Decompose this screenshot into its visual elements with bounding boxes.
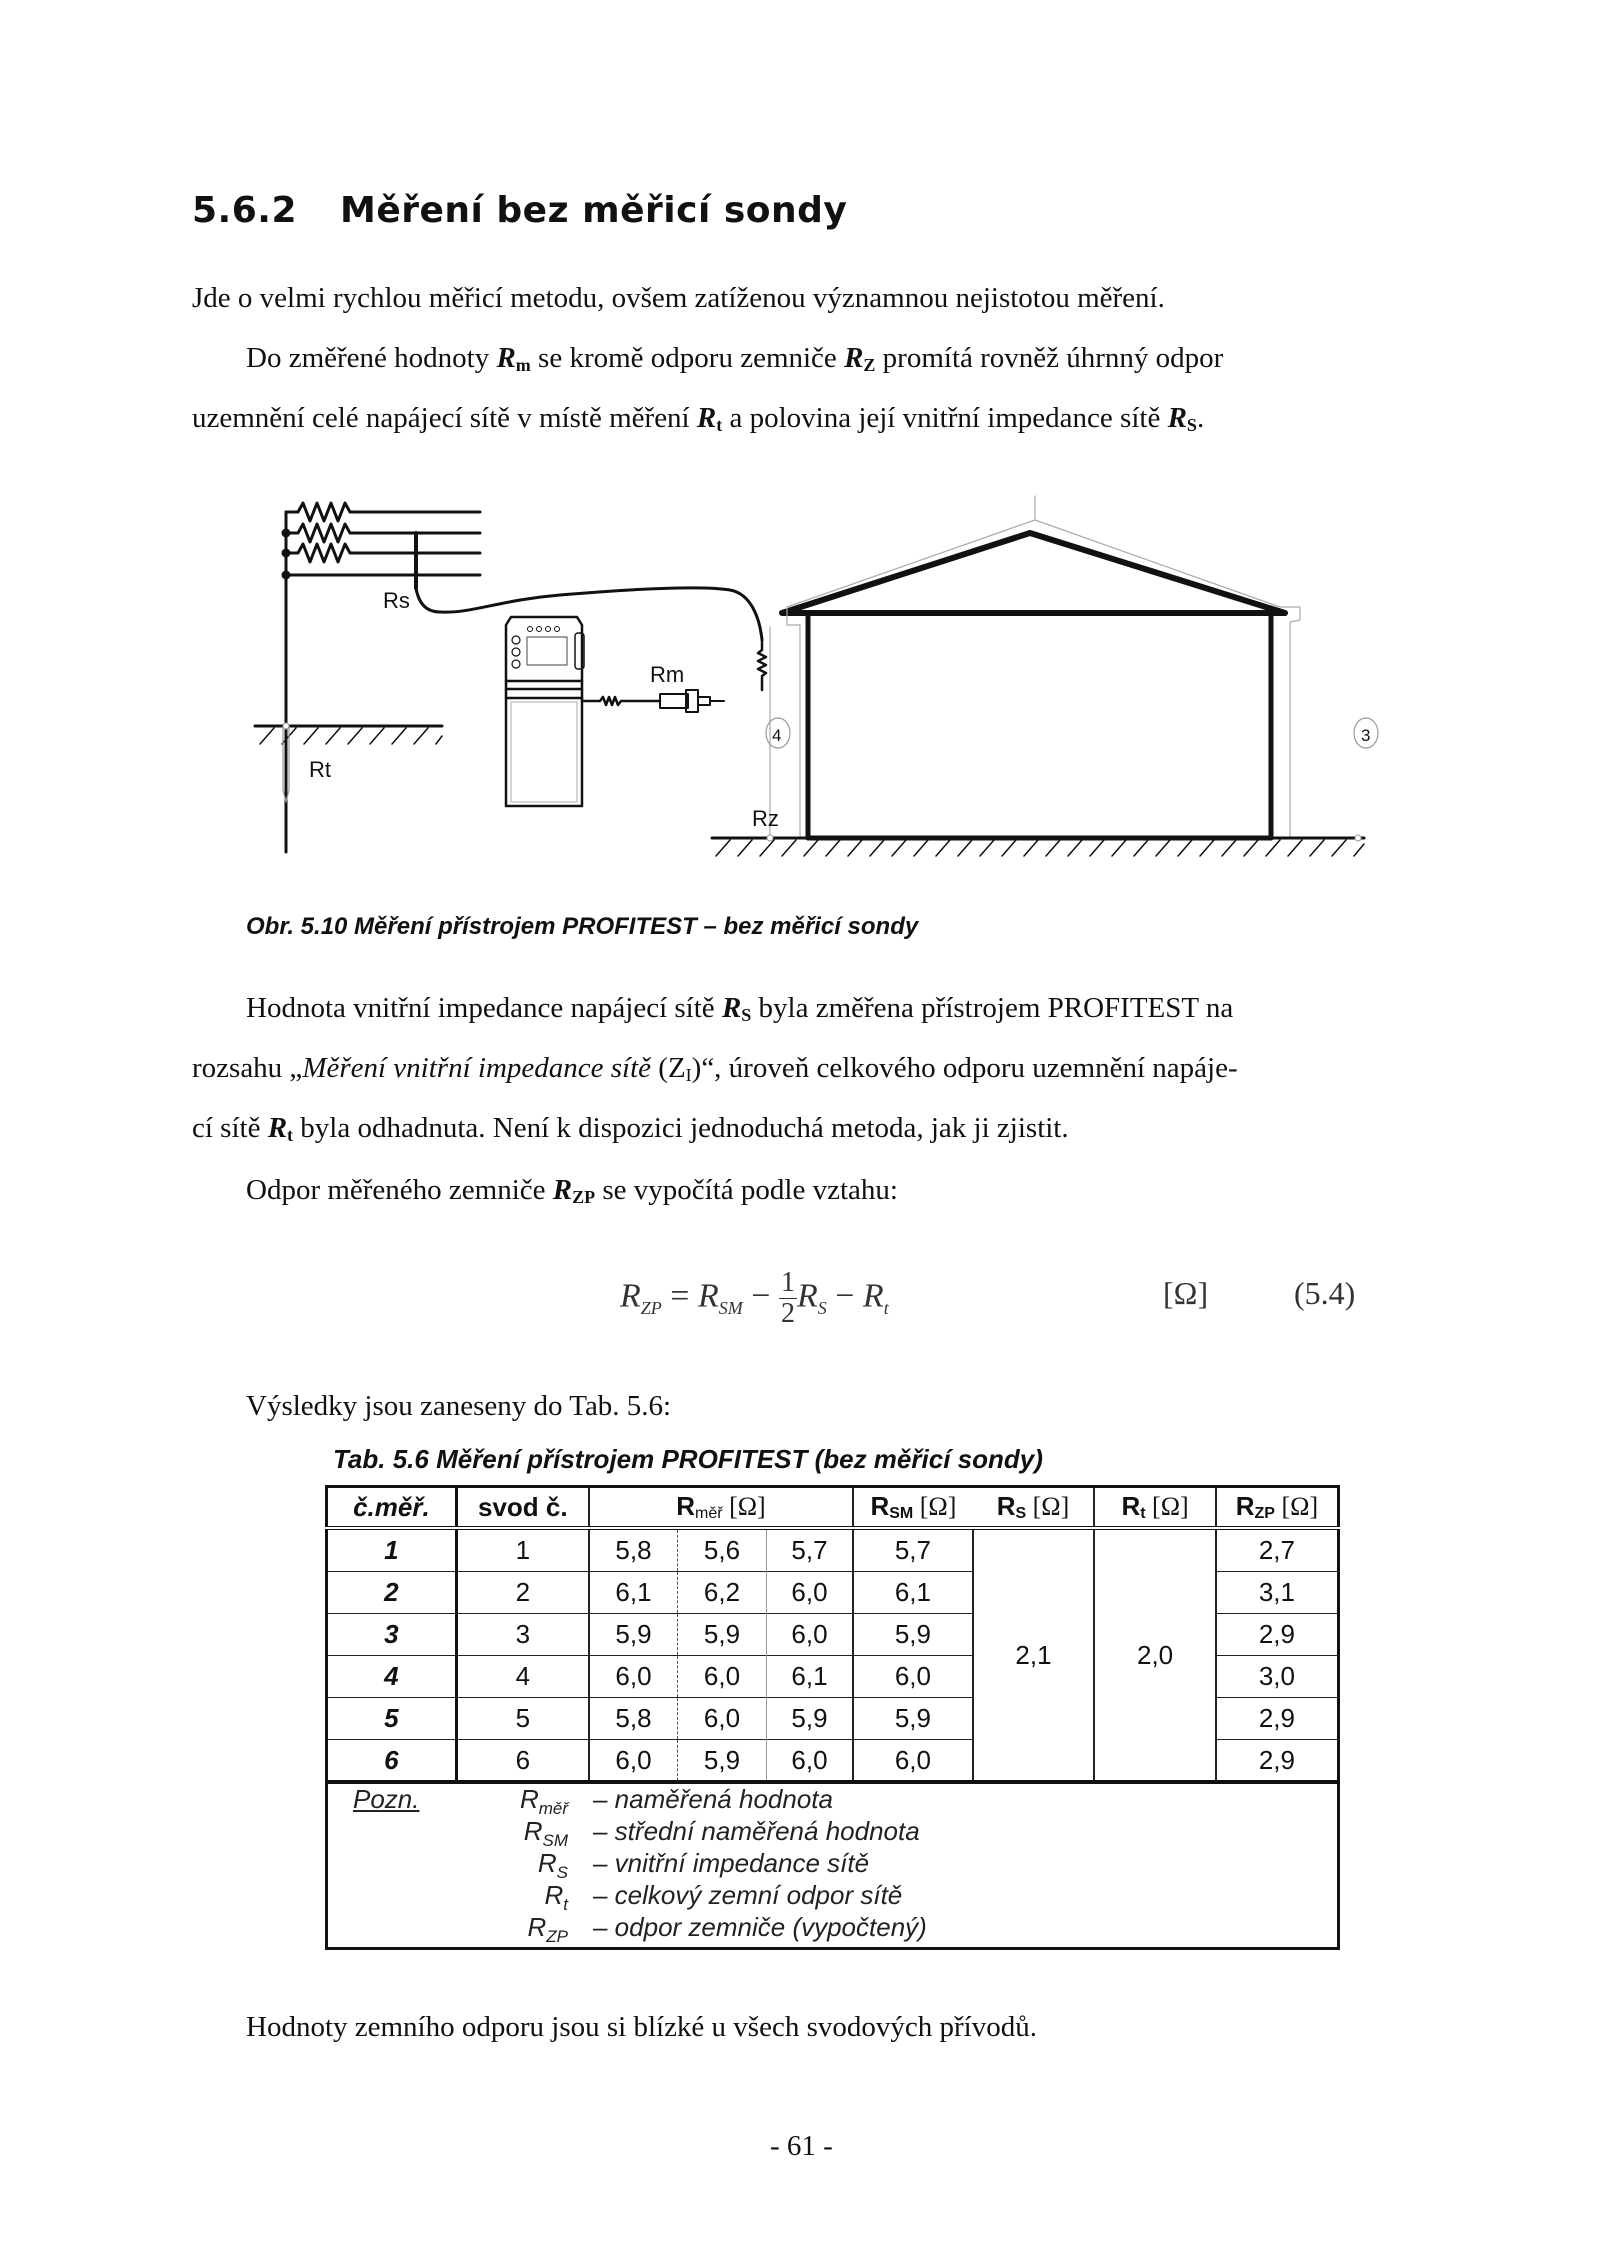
text: (Z bbox=[651, 1052, 686, 1084]
results-intro: Výsledky jsou zaneseny do Tab. 5.6: bbox=[246, 1390, 672, 1422]
text: rozsahu „ bbox=[192, 1052, 303, 1084]
label-rz: Rz bbox=[752, 806, 779, 831]
paragraph-intro: Jde o velmi rychlou měřicí metodu, ovšem zatíženou významnou nejistotou měření. bbox=[192, 282, 1165, 314]
table-row: 3 3 5,9 5,9 6,0 5,9 2,9 bbox=[327, 1614, 1339, 1656]
paragraph-impedance-line3 bbox=[192, 1098, 1069, 1165]
col-rs: $R_S$ [Ω] bbox=[973, 1487, 1095, 1529]
note-symbol: $R_t$ bbox=[544, 1880, 568, 1915]
note-desc: – střední naměřená hodnota bbox=[593, 1816, 920, 1846]
text: Odpor měřeného zemniče bbox=[246, 1174, 553, 1206]
text: byla změřena přístrojem PROFITEST na bbox=[751, 992, 1234, 1024]
var-rs: $R_S$ bbox=[721, 992, 752, 1025]
paragraph-rm-line2 bbox=[192, 388, 1204, 455]
paragraph-formula-intro bbox=[246, 1160, 898, 1227]
label-lead-3: 3 bbox=[1361, 726, 1371, 745]
note-desc: – naměřená hodnota bbox=[593, 1784, 833, 1814]
paragraph-impedance-line1 bbox=[246, 978, 1233, 1045]
profitest-meter-icon bbox=[506, 617, 584, 806]
text: cí sítě bbox=[192, 1112, 268, 1144]
note-symbol: $R_S$ bbox=[537, 1848, 568, 1883]
building-icon bbox=[770, 496, 1300, 838]
subscript: I bbox=[685, 1065, 692, 1085]
note-symbol: $R_{SM}$ bbox=[523, 1816, 568, 1851]
table-row: 1 1 5,8 5,6 5,7 5,7 2,1 2,0 2,7 bbox=[327, 1528, 1339, 1572]
equation-number: (5.4) bbox=[1294, 1275, 1356, 1311]
label-rt: Rt bbox=[309, 757, 331, 782]
var-rt: $R_t$ bbox=[267, 1112, 294, 1145]
table-row: 2 2 6,1 6,2 6,0 6,1 3,1 bbox=[327, 1572, 1339, 1614]
fraction: $\frac{1}{2}$ bbox=[780, 1267, 795, 1329]
text: se kromě odporu zemniče bbox=[530, 342, 845, 374]
results-table bbox=[325, 1485, 1340, 1784]
measurement-diagram bbox=[240, 480, 1400, 880]
text: Hodnota vnitřní impedance napájecí sítě bbox=[246, 992, 722, 1024]
rs-value: 2,1 bbox=[973, 1528, 1095, 1783]
col-svod: svod č. bbox=[456, 1487, 589, 1529]
table-notes bbox=[325, 1780, 1340, 1950]
note-symbol: $R_{měř}$ bbox=[519, 1784, 568, 1819]
text: uzemnění celé napájecí sítě v místě měření bbox=[192, 402, 697, 434]
text-italic: Měření vnitřní impedance sítě bbox=[302, 1052, 652, 1084]
text: byla odhadnuta. Není k dispozici jednoduchá metoda, jak ji zjistit. bbox=[293, 1112, 1069, 1144]
table-header-row bbox=[327, 1487, 1339, 1529]
note-desc: – vnitřní impedance sítě bbox=[593, 1848, 870, 1878]
note-desc: – celkový zemní odpor sítě bbox=[593, 1880, 903, 1910]
paragraph-rm-line1 bbox=[246, 328, 1223, 395]
col-c-mer: č.měř. bbox=[327, 1487, 457, 1529]
ground-hatch-right-icon bbox=[712, 835, 1364, 856]
label-rs: Rs bbox=[383, 588, 410, 613]
text: a polovina její vnitřní impedance sítě bbox=[722, 402, 1168, 434]
col-rzp: $R_{ZP}$ [Ω] bbox=[1216, 1487, 1339, 1529]
var-rs: $R_S$ bbox=[1167, 402, 1197, 435]
section-number: 5.6.2 bbox=[192, 190, 297, 231]
text: promítá rovněž úhrnný odpor bbox=[875, 342, 1224, 374]
var-rzp: $R_{ZP}$ bbox=[552, 1174, 596, 1207]
label-lead-4: 4 bbox=[772, 726, 782, 745]
table-row: 6 6 6,0 5,9 6,0 6,0 2,9 bbox=[327, 1740, 1339, 1783]
note-desc: – odpor zemniče (vypočtený) bbox=[593, 1912, 927, 1942]
col-rmer: $R_{měř}$ [Ω] bbox=[589, 1487, 853, 1529]
table-caption: Tab. 5.6 Měření přístrojem PROFITEST (bez měřicí sondy) bbox=[333, 1444, 1043, 1474]
section-title: Měření bez měřicí sondy bbox=[340, 190, 848, 231]
page-number: - 61 - bbox=[770, 2130, 833, 2162]
note-symbol: $R_{ZP}$ bbox=[527, 1912, 568, 1947]
notes-label: Pozn. bbox=[353, 1784, 420, 1814]
label-rm: Rm bbox=[650, 662, 685, 687]
text: se vypočítá podle vztahu: bbox=[595, 1174, 898, 1206]
table-row: 4 4 6,0 6,0 6,1 6,0 3,0 bbox=[327, 1656, 1339, 1698]
text: )“, úroveň celkového odporu uzemnění napáje- bbox=[691, 1052, 1238, 1084]
ground-hatch-left-icon bbox=[255, 723, 442, 802]
col-rt: $R_t$ [Ω] bbox=[1094, 1487, 1216, 1529]
source-resistors-icon bbox=[282, 503, 762, 852]
rt-value: 2,0 bbox=[1094, 1528, 1216, 1783]
table-row: 5 5 5,8 6,0 5,9 5,9 2,9 bbox=[327, 1698, 1339, 1740]
text: Do změřené hodnoty bbox=[246, 342, 497, 374]
var-rm: $R_m$ bbox=[496, 342, 531, 375]
section-heading bbox=[192, 190, 847, 231]
equation-5-4: $R_{ZP} = R_{SM}$ − $\frac{1}{2}$ $R_S - R_t$ bbox=[620, 1267, 889, 1329]
conclusion: Hodnoty zemního odporu jsou si blízké u všech svodových přívodů. bbox=[246, 2011, 1037, 2043]
text: . bbox=[1196, 402, 1205, 434]
figure-caption: Obr. 5.10 Měření přístrojem PROFITEST – bez měřicí sondy bbox=[246, 913, 919, 940]
equation-unit: [Ω] bbox=[1163, 1275, 1209, 1311]
col-rsm: $R_{SM}$ [Ω] bbox=[853, 1487, 973, 1529]
var-rz: $R_Z$ bbox=[844, 342, 876, 375]
var-rt: $R_t$ bbox=[696, 402, 723, 435]
paragraph-impedance-line2 bbox=[192, 1038, 1238, 1105]
